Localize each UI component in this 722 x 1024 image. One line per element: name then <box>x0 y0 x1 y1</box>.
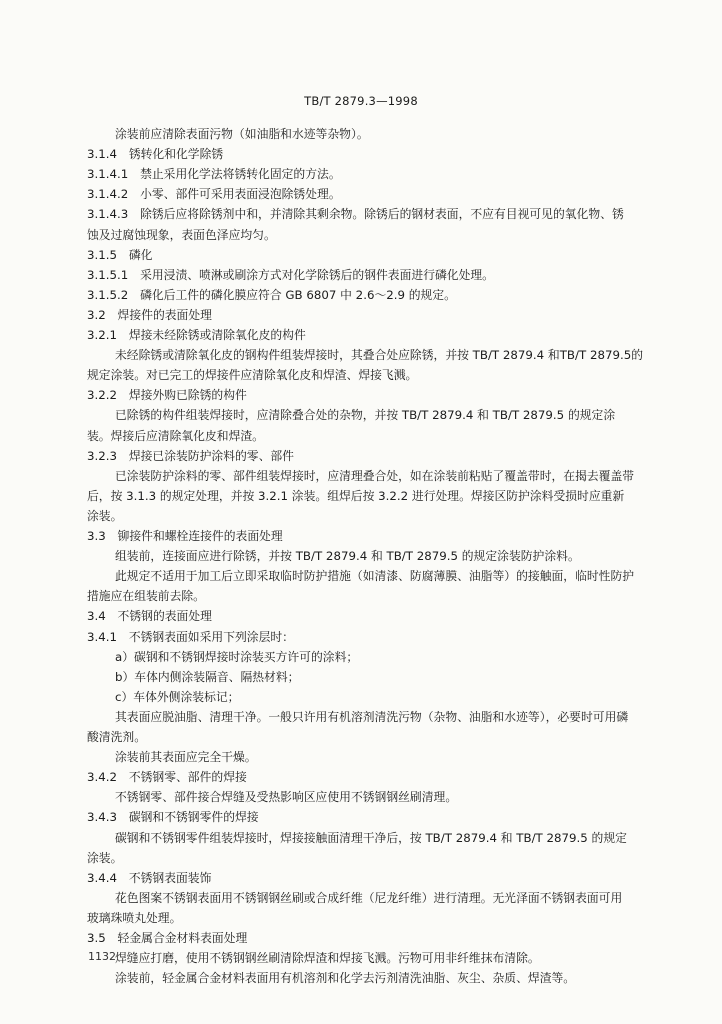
text-line: 后，按 3.1.3 的规定处理，并按 3.2.1 涂装。组焊后按 3.2.2 进行处理。焊接区防护涂料受损时应重新 <box>87 488 625 503</box>
text-line: 规定涂装。对已完工的焊接件应清除氧化皮和焊渣、焊接飞溅。 <box>87 368 418 383</box>
text-line: 组装前，连接面应进行除锈，并按 TB/T 2879.4 和 TB/T 2879.5 的规定涂装防护涂料。 <box>115 549 580 564</box>
text-line: 3.1.4.3 除锈后应将除锈剂中和，并清除其剩余物。除锈后的钢材表面，不应有目视可见的氧化物、锈 <box>87 207 624 222</box>
text-line: 3.4.1 不锈钢表面如采用下列涂层时： <box>87 629 294 644</box>
text-line: 酸清洗剂。 <box>87 730 146 744</box>
text-line: 蚀及过腐蚀现象，表面色泽应均匀。 <box>87 227 276 242</box>
text-line: 3.4 不锈钢的表面处理 <box>87 609 212 624</box>
text-line: a）碳钢和不锈钢焊接时涂装买方许可的涂料； <box>115 649 359 664</box>
text-line: 涂装。 <box>87 508 123 523</box>
text-line: 3.1.4.1 禁止采用化学法将锈转化固定的方法。 <box>87 167 341 182</box>
text-line: 3.1.5.2 磷化后工件的磷化膜应符合 GB 6807 中 2.6～2.9 的规定。 <box>87 287 456 302</box>
text-line: 装。焊接后应清除氧化皮和焊渣。 <box>87 428 264 443</box>
text-line: c）车体外侧涂装标记； <box>115 689 240 704</box>
text-line: 3.4.3 碳钢和不锈钢零件的焊接 <box>87 810 259 825</box>
text-line: b）车体内侧涂装隔音、隔热材料； <box>115 669 300 684</box>
text-line: 碳钢和不锈钢零件组装焊接时，焊接接触面清理干净后，按 TB/T 2879.4 和 TB/T 2879.5 的规定 <box>115 830 627 845</box>
text-line: 3.1.5.1 采用浸渍、喷淋或刷涂方式对化学除锈后的钢件表面进行磷化处理。 <box>87 267 494 282</box>
text-line: 3.2.3 焊接已涂装防护涂料的零、部件 <box>87 448 294 463</box>
text-line: 3.5 轻金属合金材料表面处理 <box>87 931 248 945</box>
text-line: 其表面应脱油脂、清理干净。一般只许用有机溶剂清洗污物（杂物、油脂和水迹等），必要时可用磷 <box>115 709 629 724</box>
text-line: 未经除锈或清除氧化皮的钢构件组装焊接时，其叠合处应除锈，并按 TB/T 2879.4 和TB/T 2879.5的 <box>115 348 644 363</box>
text-line: 已除锈的构件组装焊接时，应清除叠合处的杂物，并按 TB/T 2879.4 和 TB/T 2879.5 的规定涂 <box>115 408 616 423</box>
text-line: 3.2 焊接件的表面处理 <box>87 307 212 322</box>
text-line: 此规定不适用于加工后立即采取临时防护措施（如清漆、防腐薄膜、油脂等）的接触面，临时性防护 <box>115 569 635 584</box>
text-line: 3.4.2 不锈钢零、部件的焊接 <box>87 770 247 785</box>
text-line: 3.2.2 焊接外购已除锈的构件 <box>87 388 247 403</box>
text-line: 涂装前其表面应完全干燥。 <box>115 750 257 765</box>
text-line: 焊缝应打磨，使用不锈钢钢丝刷清除焊渣和焊接飞溅。污物可用非纤维抹布清除。 <box>115 951 540 966</box>
text-line: 3.4.4 不锈钢表面装饰 <box>87 870 212 885</box>
text-line: 3.2.1 焊接未经除锈或清除氧化皮的构件 <box>87 328 306 342</box>
page-header: TB/T 2879.3—1998 <box>304 94 418 108</box>
text-line: 玻璃珠喷丸处理。 <box>87 910 182 925</box>
text-line: 措施应在组装前去除。 <box>87 589 205 604</box>
text-line: 3.1.5 磷化 <box>87 247 153 262</box>
text-line: 3.3 铆接件和螺栓连接件的表面处理 <box>87 529 283 543</box>
text-line: 涂装。 <box>87 850 123 865</box>
text-line: 花色图案不锈钢表面用不锈钢钢丝刷或合成纤维（尼龙纤维）进行清理。无光泽面不锈钢表面可用 <box>115 890 623 905</box>
text-line: 不锈钢零、部件接合焊缝及受热影响区应使用不锈钢钢丝刷清理。 <box>115 790 458 805</box>
text-line: 涂装前应清除表面污物（如油脂和水迹等杂物）。 <box>115 127 369 141</box>
text-line: 3.1.4.2 小零、部件可采用表面浸泡除锈处理。 <box>87 187 341 202</box>
page-number: 1132 <box>88 950 116 963</box>
text-line: 已涂装防护涂料的零、部件组装焊接时，应清理叠合处，如在涂装前粘贴了覆盖带时，在揭去覆盖带 <box>115 468 635 483</box>
text-line: 3.1.4 锈转化和化学除锈 <box>87 147 224 162</box>
text-line: 涂装前，轻金属合金材料表面用有机溶剂和化学去污剂清洗油脂、灰尘、杂质、焊渣等。 <box>115 971 576 986</box>
